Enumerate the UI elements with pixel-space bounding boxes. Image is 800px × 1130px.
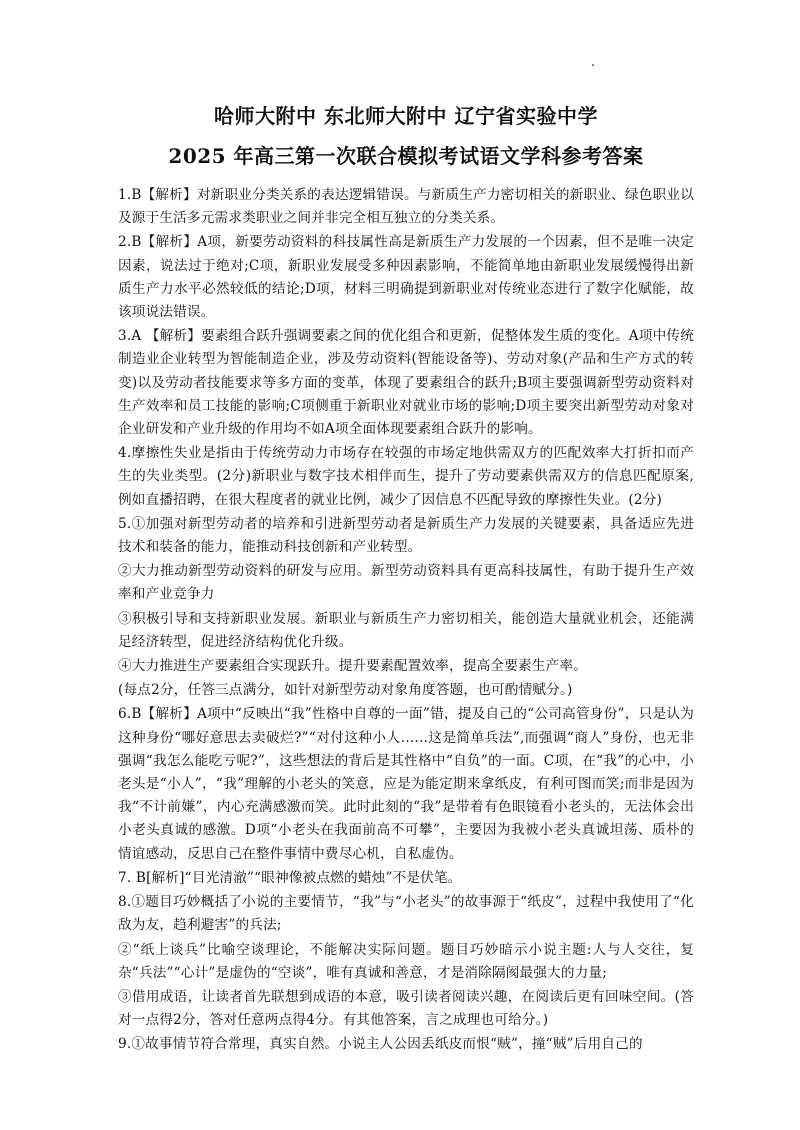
answer-4: 4.摩擦性失业是指由于传统劳动力市场存在较强的市场定地供需双方的匹配效率大打折扣而产生的失业类型。(2分)新职业与数字技术相伴而生，提升了劳动要素供需双方的信息匹配原案,例如直播招聘，在很大程度者的就业比例，减少了因信息不匹配导致的摩擦性失业。(2分) bbox=[118, 445, 694, 508]
scan-speck bbox=[592, 64, 594, 66]
answer-9: 9.①故事情节符合常理，真实自然。小说主人公因丢纸皮而恨“贼”，撞“贼”后用自己的 bbox=[118, 1036, 643, 1053]
title-schools: 哈师大附中 东北师大附中 辽宁省实验中学 bbox=[214, 104, 598, 128]
title-exam: 2025 年高三第一次联合模拟考试语文学科参考答案 bbox=[168, 144, 644, 168]
answer-8-point-2: ②“纸上谈兵”比喻空谈理论，不能解决实际问题。题目巧妙暗示小说主题:人与人交往，复杂“兵法”“心计”是虚伪的“空谈”，唯有真诚和善意，才是消除隔阂最强大的力量; bbox=[118, 941, 694, 981]
answer-5-point-2: ②大力推动新型劳动资料的研发与应用。新型劳动资料具有更高科技属性，有助于提升生产效率和产业竞争力 bbox=[118, 563, 694, 603]
answer-6: 6.B【解析】A项中“反映出“我”性格中自尊的一面”错，提及自己的“公司高管身份”，只是认为这种身份“哪好意思去卖破烂?”“对付这种小人……这是简单兵法”,而强调“商人”身份，也无非强调“我怎么能吃亏呢?”，这些想法的背后是其性格中“自负”的一面。C项，在“我”的心中，小老头是“小人”，“我”理解的小老头的笑意，应是为能定期来拿纸皮，有利可图而笑;而非是因为我“不计前嫌”，内心充满感激而笑。此时此刻的“我”是带着有色眼镜看小老头的，无法体会出小老头真诚的感激。D项“小老头在我面前高不可攀”，主要因为我被小老头真诚坦荡、质朴的情谊感动，反思自己在整件事情中费尽心机，自私虚伪。 bbox=[118, 706, 694, 862]
answer-3: 3.A 【解析】要素组合跃升强调要素之间的优化组合和更新，促整体发生质的变化。A项中传统制造业企业转型为智能制造企业，涉及劳动资料(智能设备等)、劳动对象(产品和生产方式的转变)以及劳动者技能要求等多方面的变革，体现了要素组合的跃升;B项主要强调新型劳动资料对生产效率和员工技能的影响;C项侧重于新职业对就业市场的影响;D项主要突出新型劳动对象对企业研发和产业升级的作用均不如A项全面体现要素组合跃升的影响。 bbox=[118, 328, 694, 438]
answer-body bbox=[118, 184, 694, 1057]
answer-5-scoring-note: (每点2分，任答三点满分，如针对新型劳动对象角度答题，也可酌情赋分。) bbox=[118, 682, 573, 699]
answer-8-point-1: 8.①题目巧妙概括了小说的主要情节，“我”与“小老头”的故事源于“纸皮”，过程中我使用了“化敌为友，趋利避害”的兵法; bbox=[118, 894, 694, 934]
answer-1: 1.B【解析】对新职业分类关系的表达逻辑错误。与新质生产力密切相关的新职业、绿色职业以及源于生活多元需求类职业之间并非完全相互独立的分类关系。 bbox=[118, 187, 694, 227]
answer-7: 7. B[解析]“目光清澈”“眼神像被点燃的蜡烛”不是伏笔。 bbox=[118, 869, 462, 886]
answer-2: 2.B【解析】A项，新要劳动资料的科技属性高是新质生产力发展的一个因素，但不是唯一决定因素，说法过于绝对;C项，新职业发展受多种因素影响，不能简单地由新职业发展缓慢得出新质生产力水平必然较低的结论;D项，材料三明确提到新职业对传统业态进行了数字化赋能，故该项说法错误。 bbox=[118, 234, 694, 321]
answer-5-point-3: ③积极引导和支持新职业发展。新职业与新质生产力密切相关，能创造大量就业机会，还能满足经济转型，促进经济结构优化升级。 bbox=[118, 610, 694, 650]
answer-5-point-4: ④大力推进生产要素组合实现跃升。提升要素配置效率，提高全要素生产率。 bbox=[118, 658, 587, 675]
answer-8-point-3: ③借用成语，让读者首先联想到成语的本意，吸引读者阅读兴趣，在阅读后更有回味空间。(答对一点得2分，答对任意两点得4分。有其他答案，言之成理也可给分。) bbox=[118, 988, 694, 1029]
answer-5-point-1: 5.①加强对新型劳动者的培养和引进新型劳动者是新质生产力发展的关键要素，具备适应先进技术和装备的能力，能推动科技创新和产业转型。 bbox=[118, 515, 694, 556]
